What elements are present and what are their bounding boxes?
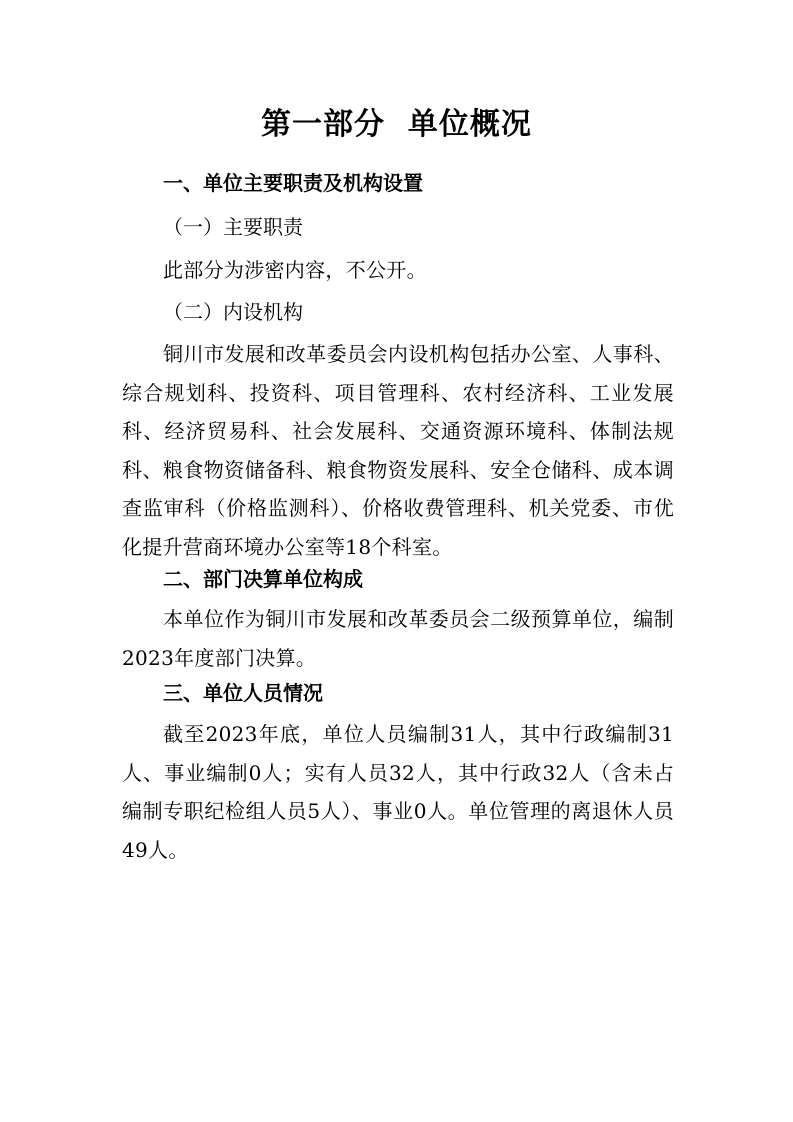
section-heading-duties-and-structure: 一、单位主要职责及机构设置 (163, 171, 423, 195)
paragraph-internal-departments: 铜川市发展和改革委员会内设机构包括办公室、人事科、综合规划科、投资科、项目管理科、农村经济科、工业发展科、经济贸易科、社会发展科、交通资源环境科、体制法规科、粮食物资储备科、粮食物资发展科、安全仓储科、成本调查监审科（价格监测科）、价格收费管理科、机关党委、市优化提升营商环境办公室等18个科室。 (122, 342, 674, 559)
paragraph-staff: 截至2023年底，单位人员编制31人，其中行政编制31人、事业编制0人；实有人员32人，其中行政32人（含未占编制专职纪检组人员5人）、事业0人。单位管理的离退休人员49人。 (122, 722, 674, 862)
subsection-heading-internal-departments: （二）内设机构 (163, 300, 303, 324)
paragraph-main-duties: 此部分为涉密内容，不公开。 (163, 258, 427, 282)
paragraph-final-accounts-units: 本单位作为铜川市发展和改革委员会二级预算单位，编制2023年度部门决算。 (122, 607, 674, 670)
section-heading-final-accounts-units: 二、部门决算单位构成 (163, 567, 363, 591)
subsection-heading-main-duties: （一）主要职责 (163, 215, 303, 239)
section-heading-staff: 三、单位人员情况 (163, 681, 323, 705)
page-title: 第一部分 单位概况 (261, 107, 532, 142)
